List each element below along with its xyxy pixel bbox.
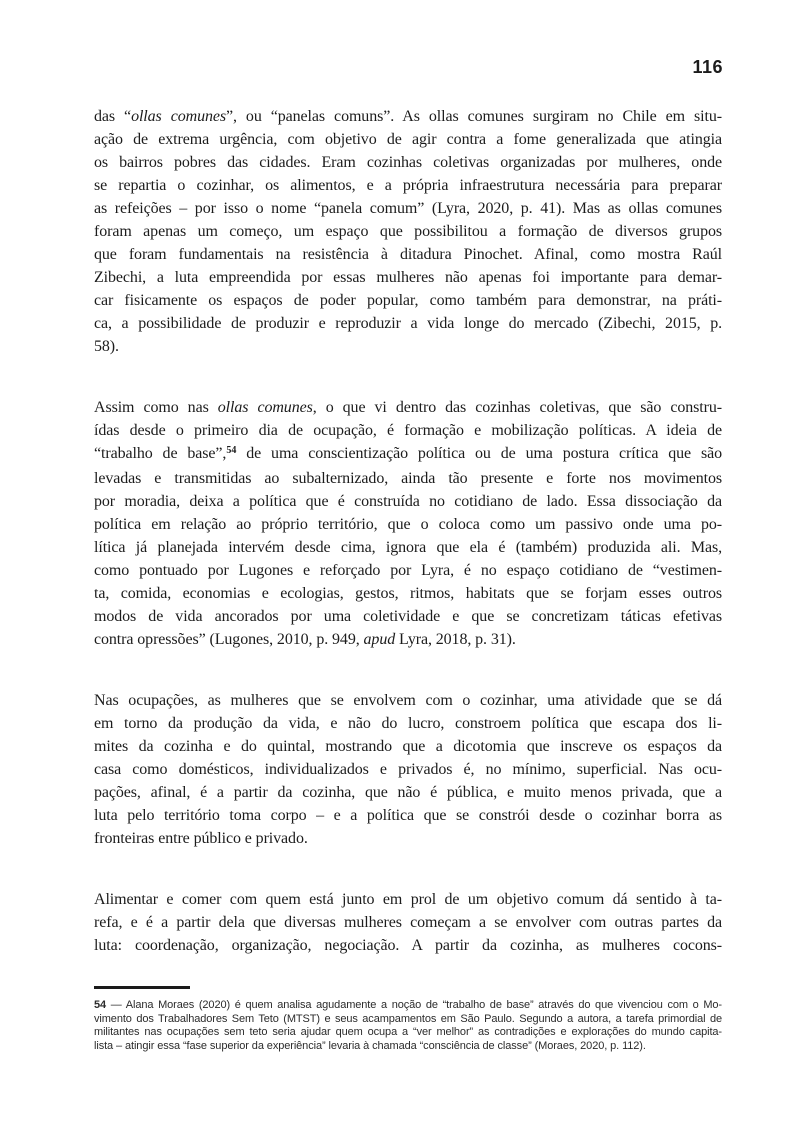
text-line <box>94 712 722 735</box>
text-line <box>94 758 722 781</box>
text-segment: vimento dos Trabalhadores Sem Teto (MTST) e seus acampamentos em São Paulo. Segundo a autora, a tarefa primordial de <box>94 1012 722 1025</box>
text-line <box>94 266 722 289</box>
text-segment: ação de extrema urgência, com objetivo de agir contra a fome generalizada que atingia <box>94 131 722 148</box>
text-line <box>94 735 722 758</box>
text-segment: Alimentar e comer com quem está junto em prol de um objetivo comum dá sentido à ta- <box>94 891 722 908</box>
text-line <box>94 1040 722 1054</box>
text-line <box>94 197 722 220</box>
text-line <box>94 243 722 266</box>
text-line <box>94 151 722 174</box>
text-segment: apud <box>363 631 396 648</box>
text-segment: lista – atingir essa “fase superior da experiência” levaria à chamada “consciência de classe” (Moraes, 2020, p. 112). <box>94 1039 646 1052</box>
text-segment: car fisicamente os espaços de poder popular, como também para demonstrar, na práti- <box>94 292 722 309</box>
text-segment: , o que vi dentro das cozinhas coletivas, que são constru- <box>312 399 722 416</box>
paragraph-ollas-comunes <box>94 105 722 358</box>
paragraph-alimentar-e-comer <box>94 888 722 957</box>
footnote-separator-rule <box>94 986 190 989</box>
text-line <box>94 490 722 513</box>
body-text <box>94 105 722 957</box>
text-segment: fronteiras entre público e privado. <box>94 830 308 847</box>
text-segment: pações, afinal, é a partir da cozinha, que não é pública, e muito menos privada, que a <box>94 784 722 801</box>
text-line <box>94 442 722 467</box>
text-line <box>94 559 722 582</box>
text-line <box>94 934 722 957</box>
text-line <box>94 396 722 419</box>
text-segment: se repartia o cozinhar, os alimentos, e a própria infraestrutura necessária para preparar <box>94 177 722 194</box>
text-line <box>94 513 722 536</box>
text-line <box>94 1026 722 1040</box>
text-line <box>94 105 722 128</box>
text-segment: luta: coordenação, organização, negociação. A partir da cozinha, as mulheres cocons- <box>94 937 722 954</box>
text-line <box>94 335 722 358</box>
text-segment: as refeições – por isso o nome “panela comum” (Lyra, 2020, p. 41). Mas as ollas comunes <box>94 200 722 217</box>
text-segment: modos de vida ancorados por uma coletividade e que se concretizam táticas efetivas <box>94 608 722 625</box>
text-segment: em torno da produção da vida, e não do lucro, constroem política que escapa dos li- <box>94 715 722 732</box>
page-number: 116 <box>692 57 723 77</box>
text-line <box>94 128 722 151</box>
text-segment: ollas comunes <box>131 108 226 125</box>
text-line <box>94 220 722 243</box>
text-line <box>94 827 722 850</box>
text-segment: casa como domésticos, individualizados e privados é, no mínimo, superficial. Nas ocu- <box>94 761 722 778</box>
text-line <box>94 467 722 490</box>
text-line <box>94 1013 722 1027</box>
text-line <box>94 628 722 651</box>
text-segment: ídas desde o primeiro dia de ocupação, é formação e mobilização políticas. A ideia de <box>94 422 722 439</box>
footnote-marker: 54 <box>226 445 237 456</box>
text-segment: ca, a possibilidade de produzir e reproduzir a vida longe do mercado (Zibechi, 2015, p. <box>94 315 722 332</box>
text-line <box>94 174 722 197</box>
text-segment: lítica já planejada intervém desde cima, ignora que ela é (também) produzida ali. Mas, <box>94 539 722 556</box>
footnote-54 <box>94 999 722 1053</box>
text-line <box>94 781 722 804</box>
text-segment: os bairros pobres das cidades. Eram cozinhas coletivas organizadas por mulheres, onde <box>94 154 722 171</box>
text-segment: ”, ou “panelas comuns”. As ollas comunes surgiram no Chile em situ- <box>226 108 722 125</box>
text-segment: — Alana Moraes (2020) é quem analisa agudamente a noção de “trabalho de base” através do que vivenciou com o Mo- <box>106 999 722 1011</box>
text-segment: das “ <box>94 108 132 125</box>
text-segment: de uma conscientização política ou de uma postura crítica que são <box>236 445 722 462</box>
text-segment: ollas comunes <box>217 399 313 416</box>
text-segment: Lyra, 2018, p. 31). <box>395 631 516 648</box>
text-segment: que foram fundamentais na resistência à ditadura Pinochet. Afinal, como mostra Raúl <box>94 246 722 263</box>
text-segment: política em relação ao próprio território, que o coloca como um passivo onde uma po- <box>94 516 722 533</box>
text-segment: militantes nas ocupações sem teto seria ajudar quem ocupa a “ver melhor” as contradições e explorações do mundo capita- <box>94 1026 722 1038</box>
text-segment: foram apenas um começo, um espaço que possibilitou a formação de diversos grupos <box>94 223 722 240</box>
text-segment: Nas ocupações, as mulheres que se envolvem com o cozinhar, uma atividade que se dá <box>94 692 722 709</box>
text-line <box>94 312 722 335</box>
text-segment: refa, e é a partir dela que diversas mulheres começam a se envolver com outras partes da <box>94 914 722 931</box>
text-line <box>94 911 722 934</box>
text-line <box>94 888 722 911</box>
text-line <box>94 582 722 605</box>
text-line <box>94 536 722 559</box>
text-segment: 54 <box>94 999 107 1011</box>
text-segment: como pontuado por Lugones e reforçado por Lyra, é no espaço cotidiano de “vestimen- <box>94 562 722 579</box>
text-segment: mites da cozinha e do quintal, mostrando que a dicotomia que inscreve os espaços da <box>94 738 722 755</box>
paragraph-nas-ocupacoes <box>94 689 722 850</box>
text-line <box>94 689 722 712</box>
text-line <box>94 804 722 827</box>
text-line <box>94 999 722 1013</box>
text-segment: contra opressões” (Lugones, 2010, p. 949, <box>94 631 364 648</box>
text-segment: luta pelo território toma corpo – e a política que se constrói desde o cozinhar borra as <box>94 807 722 824</box>
text-segment: Assim como nas <box>94 399 218 416</box>
text-segment: ta, comida, economias e ecologias, gestos, ritmos, habitats que se forjam esses outros <box>94 585 722 602</box>
text-line <box>94 289 722 312</box>
text-segment: Zibechi, a luta empreendida por essas mulheres não apenas foi importante para demar- <box>94 269 722 286</box>
text-segment: por moradia, deixa a política que é construída no cotidiano de lado. Essa dissociação da <box>94 493 722 510</box>
text-line <box>94 605 722 628</box>
text-segment: 58). <box>94 338 119 355</box>
paragraph-trabalho-de-base <box>94 396 722 651</box>
text-segment: “trabalho de base”, <box>94 445 227 462</box>
text-line <box>94 419 722 442</box>
text-segment: levadas e transmitidas ao subalternizado, ainda tão presente e forte nos movimentos <box>94 470 722 487</box>
